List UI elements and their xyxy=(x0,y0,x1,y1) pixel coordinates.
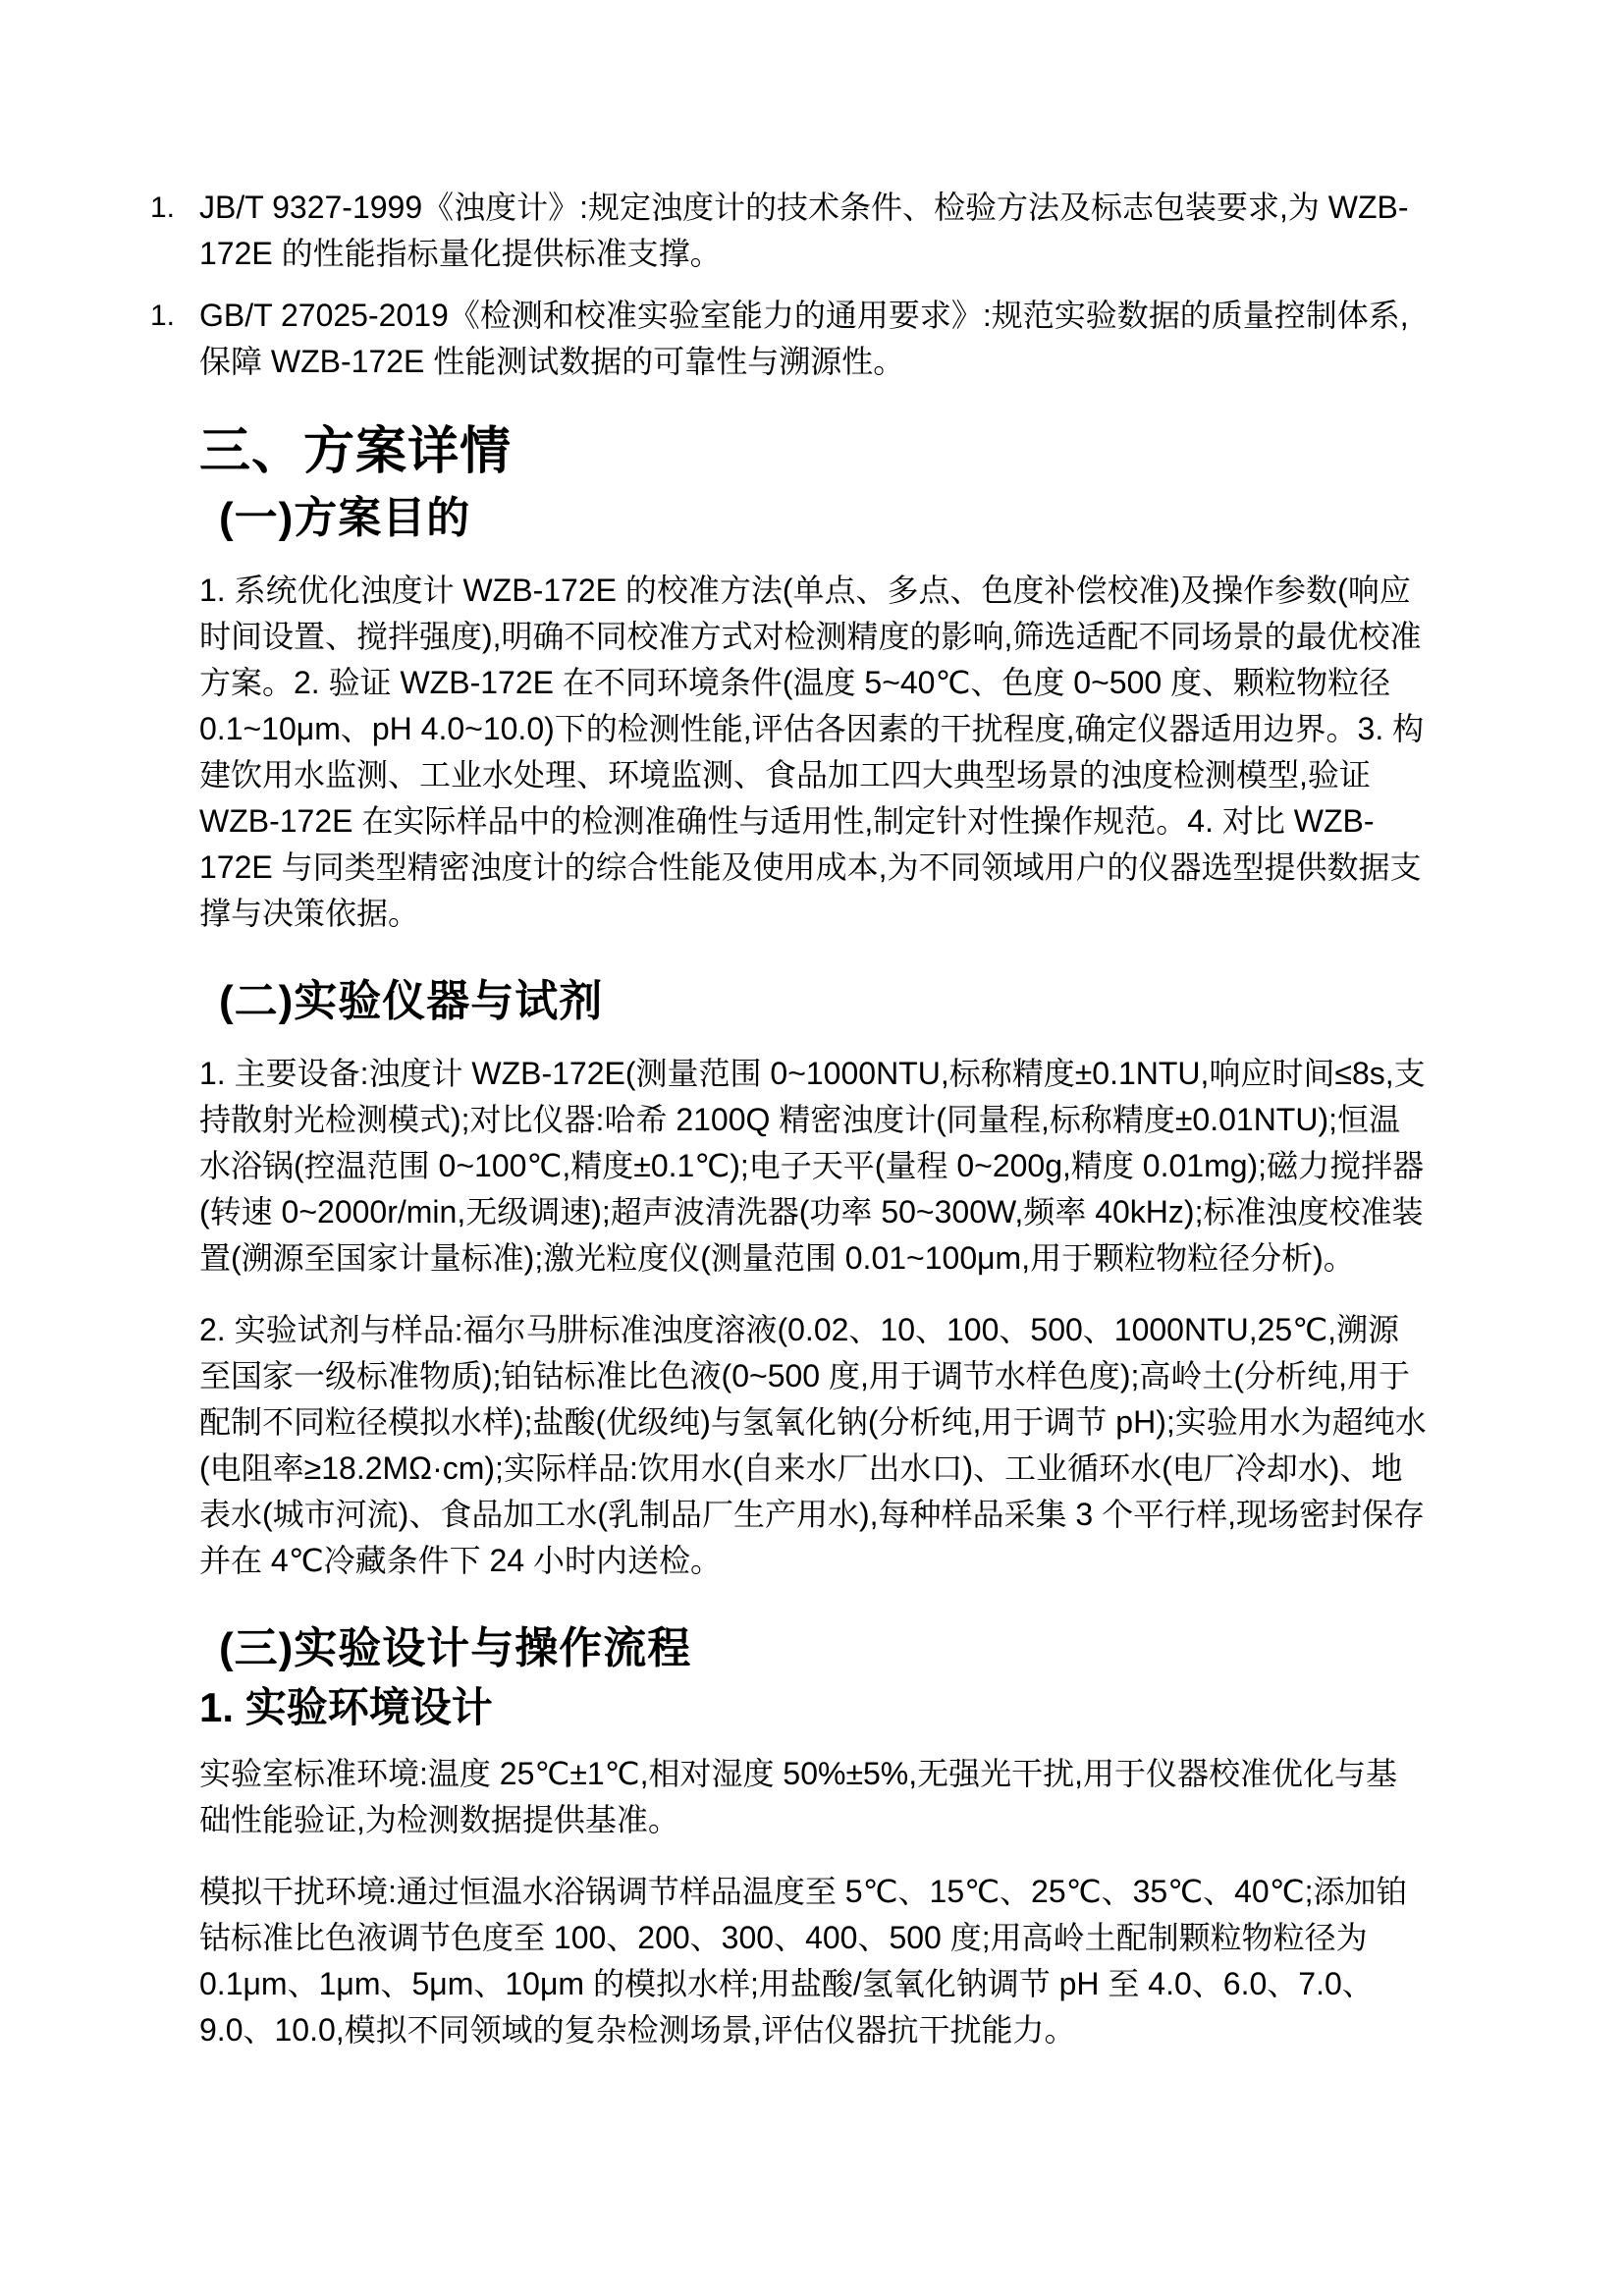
simulated-environment-paragraph: 模拟干扰环境:通过恒温水浴锅调节样品温度至 5℃、15℃、25℃、35℃、40℃;添加铂钴标准比色液调节色度至 100、200、300、400、500 度;用高岭土配制颗粒物粒径为 0.1μm、1μm、5μm、10μm 的模拟水样;用盐酸/氢氧化钠调节 pH 至 4.0、6.0、7.0、9.0、10.0,模拟不同领域的复杂检测场景,评估仪器抗干扰能力。 xyxy=(199,1874,1408,2048)
subsubsection-heading-environment: 1. 实验环境设计 xyxy=(199,1684,493,1730)
subsection-heading-design: (三)实验设计与操作流程 xyxy=(219,1624,692,1672)
equipment-paragraph: 1. 主要设备:浊度计 WZB-172E(测量范围 0~1000NTU,标称精度±0.1NTU,响应时间≤8s,支持散射光检测模式);对比仪器:哈希 2100Q 精密浊度计(同量程,标称精度±0.01NTU);恒温水浴锅(控温范围 0~100℃,精度±0.1℃);电子天平(量程 0~200g,精度 0.01mg);磁力搅拌器(转速 0~2000r/min,无级调速);超声波清洗器(功率 50~300W,频率 40kHz);标准浊度校准装置(溯源至国家计量标准);激光粒度仪(测量范围 0.01~100μm,用于颗粒物粒径分析)。 xyxy=(199,1056,1426,1276)
purpose-paragraph: 1. 系统优化浊度计 WZB-172E 的校准方法(单点、多点、色度补偿校准)及操作参数(响应时间设置、搅拌强度),明确不同校准方式对检测精度的影响,筛选适配不同场景的最优校准方案。2. 验证 WZB-172E 在不同环境条件(温度 5~40℃、色度 0~500 度、颗粒物粒径 0.1~10μm、pH 4.0~10.0)下的检测性能,评估各因素的干扰程度,确定仪器适用边界。3. 构建饮用水监测、工业水处理、环境监测、食品加工四大典型场景的浊度检测模型,验证 WZB-172E 在实际样品中的检测准确性与适用性,制定针对性操作规范。4. 对比 WZB-172E 与同类型精密浊度计的综合性能及使用成本,为不同领域用户的仪器选型提供数据支撑与决策依据。 xyxy=(199,573,1425,931)
reference-item xyxy=(150,185,1427,277)
subsection-heading-purpose: (一)方案目的 xyxy=(219,494,471,542)
list-number: 1. xyxy=(150,191,176,224)
reference-text: JB/T 9327-1999《浊度计》:规定浊度计的技术条件、检验方法及标志包装要求,为 WZB-172E 的性能指标量化提供标准支撑。 xyxy=(199,190,1409,271)
subsection-heading-instruments: (二)实验仪器与试剂 xyxy=(219,977,604,1025)
standard-environment-paragraph: 实验室标准环境:温度 25℃±1℃,相对湿度 50%±5%,无强光干扰,用于仪器校准优化与基础性能验证,为检测数据提供基准。 xyxy=(199,1756,1398,1837)
list-number: 1. xyxy=(150,300,176,332)
reagents-paragraph: 2. 实验试剂与样品:福尔马肼标准浊度溶液(0.02、10、100、500、1000NTU,25℃,溯源至国家一级标准物质);铂钴标准比色液(0~500 度,用于调节水样色度);高岭土(分析纯,用于配制不同粒径模拟水样);盐酸(优级纯)与氢氧化钠(分析纯,用于调节 pH);实验用水为超纯水(电阻率≥18.2MΩ·cm);实际样品:饮用水(自来水厂出水口)、工业循环水(电厂冷却水)、地表水(城市河流)、食品加工水(乳制品厂生产用水),每种样品采集 3 个平行样,现场密封保存并在 4℃冷藏条件下 24 小时内送检。 xyxy=(199,1312,1427,1578)
section-heading-plan-details: 三、方案详情 xyxy=(199,423,513,480)
reference-item xyxy=(150,293,1427,385)
reference-text: GB/T 27025-2019《检测和校准实验室能力的通用要求》:规范实验数据的质量控制体系,保障 WZB-172E 性能测试数据的可靠性与溯源性。 xyxy=(199,298,1409,379)
